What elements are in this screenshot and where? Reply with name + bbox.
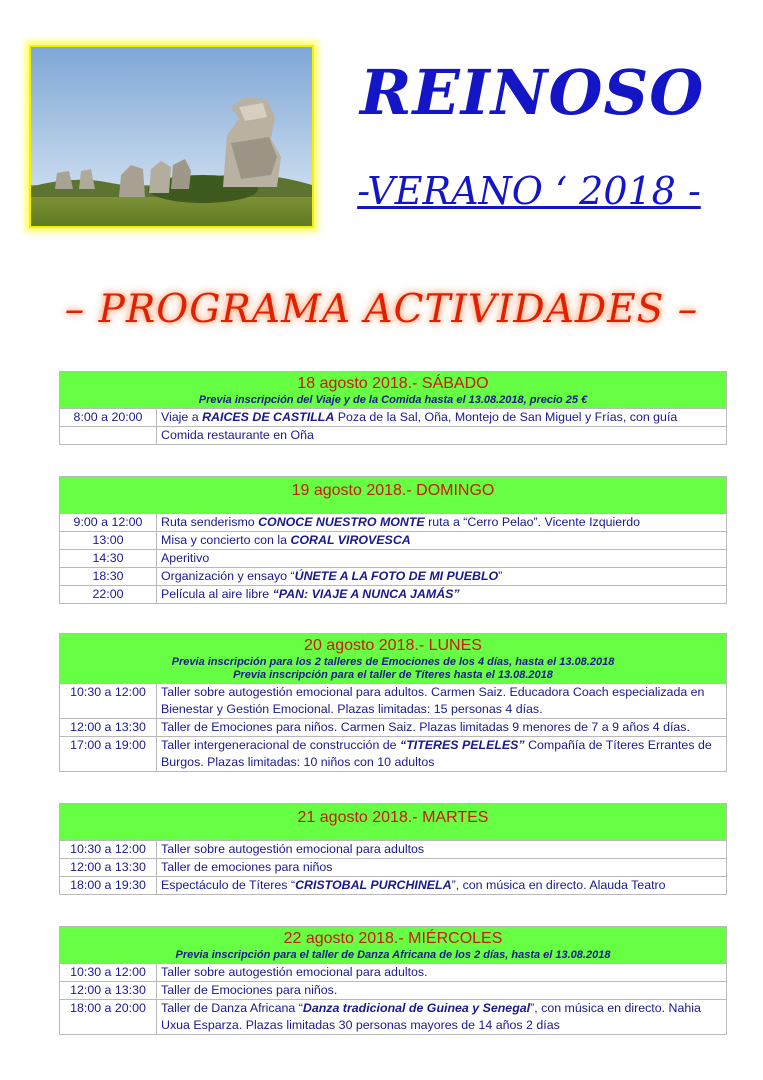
day-table <box>59 926 727 1035</box>
activity-time: 13:00 <box>60 532 157 550</box>
activity-highlight: CRISTOBAL PURCHINELA <box>295 878 452 892</box>
activity-description <box>157 982 727 1000</box>
activity-text: Compañía de Títeres Errantes de Burgos. Plazas limitadas: 10 niños con 10 adultos <box>161 738 712 769</box>
activity-text: ruta a “Cerro Pelao”. Vicente Izquierdo <box>424 515 641 529</box>
schedule-row <box>60 514 727 532</box>
schedule-row <box>60 841 727 859</box>
activity-text: ”, con música en directo. Alauda Teatro <box>451 878 666 892</box>
activity-time: 12:00 a 13:30 <box>60 859 157 877</box>
day-header <box>60 477 727 514</box>
day-date: 19 agosto 2018.- DOMINGO <box>291 482 495 499</box>
activity-text: Viaje a <box>161 410 203 424</box>
activity-description <box>157 877 727 895</box>
schedule-row <box>60 532 727 550</box>
day-header <box>60 927 727 964</box>
day-date: 20 agosto 2018.- LUNES <box>304 637 482 654</box>
activity-highlight: “TITERES PELELES” <box>400 738 525 752</box>
activity-time: 17:00 a 19:00 <box>60 737 157 772</box>
registration-note: Previa inscripción del Viaje y de la Comida hasta el 13.08.2018, precio 25 € <box>198 394 588 406</box>
activity-description <box>157 550 727 568</box>
schedule-row <box>60 877 727 895</box>
activity-time: 18:00 a 20:00 <box>60 1000 157 1035</box>
schedule-row <box>60 684 727 719</box>
rock-landscape-image <box>31 47 312 226</box>
activity-description <box>157 859 727 877</box>
registration-note: Previa inscripción para el taller de Danza Africana de los 2 días, hasta el 13.08.2018 <box>175 949 611 961</box>
activity-text: Taller sobre autogestión emocional para adultos. Carmen Saiz. Educadora Coach especializada en Bienestar y Gestión Emocional. Plazas limitadas: 15 personas 4 días. <box>161 685 705 716</box>
day-date: 18 agosto 2018.- SÁBADO <box>297 375 489 392</box>
registration-note: Previa inscripción para los 2 talleres de Emociones de los 4 días, hasta el 13.08.2018 <box>171 656 615 668</box>
schedule-row <box>60 409 727 427</box>
activity-description <box>157 737 727 772</box>
activity-text: ” <box>498 569 503 583</box>
activity-text: Organización y ensayo “ <box>161 569 295 583</box>
activity-text: Taller sobre autogestión emocional para adultos. <box>161 965 428 979</box>
day-header <box>60 634 727 684</box>
activity-time: 10:30 a 12:00 <box>60 684 157 719</box>
schedule-row <box>60 586 727 604</box>
activity-description <box>157 841 727 859</box>
activity-description <box>157 532 727 550</box>
activity-highlight: ÚNETE A LA FOTO DE MI PUEBLO <box>294 569 499 583</box>
day-date: 21 agosto 2018.- MARTES <box>297 809 489 826</box>
activity-description <box>157 427 727 445</box>
day-table <box>59 633 727 772</box>
activity-text: Taller de emociones para niños <box>161 860 333 874</box>
activity-description <box>157 1000 727 1035</box>
page-title: REINOSO <box>360 56 705 129</box>
schedule-row <box>60 982 727 1000</box>
activity-text: Comida restaurante en Oña <box>161 428 314 442</box>
activity-highlight: “PAN: VIAJE A NUNCA JAMÁS” <box>272 587 460 601</box>
activity-text: Taller de Emociones para niños. <box>161 983 338 997</box>
activity-highlight: RAICES DE CASTILLA <box>202 410 335 424</box>
activity-text: Taller intergeneracional de construcción de <box>161 738 401 752</box>
activity-time: 12:00 a 13:30 <box>60 719 157 737</box>
day-table <box>59 803 727 895</box>
activity-text: Poza de la Sal, Oña, Montejo de San Miguel y Frías, con guía <box>334 410 678 424</box>
program-heading: – PROGRAMA ACTIVIDADES – <box>64 287 699 332</box>
schedule-row <box>60 568 727 586</box>
schedule-row <box>60 859 727 877</box>
activity-time: 9:00 a 12:00 <box>60 514 157 532</box>
schedule-row <box>60 427 727 445</box>
schedule-row <box>60 737 727 772</box>
activity-time: 8:00 a 20:00 <box>60 409 157 427</box>
activity-time: 14:30 <box>60 550 157 568</box>
registration-note: Previa inscripción para el taller de Títeres hasta el 13.08.2018 <box>233 669 553 681</box>
activity-highlight: CONOCE NUESTRO MONTE <box>258 515 425 529</box>
activity-time: 22:00 <box>60 586 157 604</box>
activity-text: Película al aire libre <box>161 587 273 601</box>
day-header <box>60 372 727 409</box>
activity-text: ”, con música en directo. Nahia Uxua Esparza. Plazas limitadas 30 personas mayores de 14 años 2 días <box>161 1001 701 1032</box>
page-subtitle: -VERANO ‘ 2018 - <box>357 169 701 213</box>
activity-text: Misa y concierto con la <box>161 533 291 547</box>
activity-text: Taller de Danza Africana “ <box>161 1001 303 1015</box>
activity-text: Ruta senderismo <box>161 515 259 529</box>
activity-description <box>157 586 727 604</box>
activity-description <box>157 568 727 586</box>
activity-description <box>157 719 727 737</box>
activity-highlight: Danza tradicional de Guinea y Senegal <box>302 1001 531 1015</box>
activity-description <box>157 514 727 532</box>
header-photo <box>29 45 314 228</box>
activity-text: Taller de Emociones para niños. Carmen Saiz. Plazas limitadas 9 menores de 7 a 9 años 4 días. <box>161 720 690 734</box>
activity-time: 12:00 a 13:30 <box>60 982 157 1000</box>
activity-time <box>60 427 157 445</box>
activity-time: 10:30 a 12:00 <box>60 841 157 859</box>
day-header <box>60 804 727 841</box>
schedule-row <box>60 719 727 737</box>
activity-text: Aperitivo <box>161 551 210 565</box>
activity-text: Espectáculo de Títeres “ <box>161 878 296 892</box>
activity-description <box>157 684 727 719</box>
activity-time: 18:00 a 19:30 <box>60 877 157 895</box>
day-date: 22 agosto 2018.- MIÉRCOLES <box>283 930 503 947</box>
activity-description <box>157 964 727 982</box>
schedule-row <box>60 964 727 982</box>
schedule-row <box>60 1000 727 1035</box>
activity-description <box>157 409 727 427</box>
activity-text: Taller sobre autogestión emocional para adultos <box>161 842 425 856</box>
schedule-row <box>60 550 727 568</box>
activity-time: 10:30 a 12:00 <box>60 964 157 982</box>
activity-time: 18:30 <box>60 568 157 586</box>
day-table <box>59 476 727 604</box>
activity-highlight: CORAL VIROVESCA <box>290 533 411 547</box>
day-table <box>59 371 727 445</box>
